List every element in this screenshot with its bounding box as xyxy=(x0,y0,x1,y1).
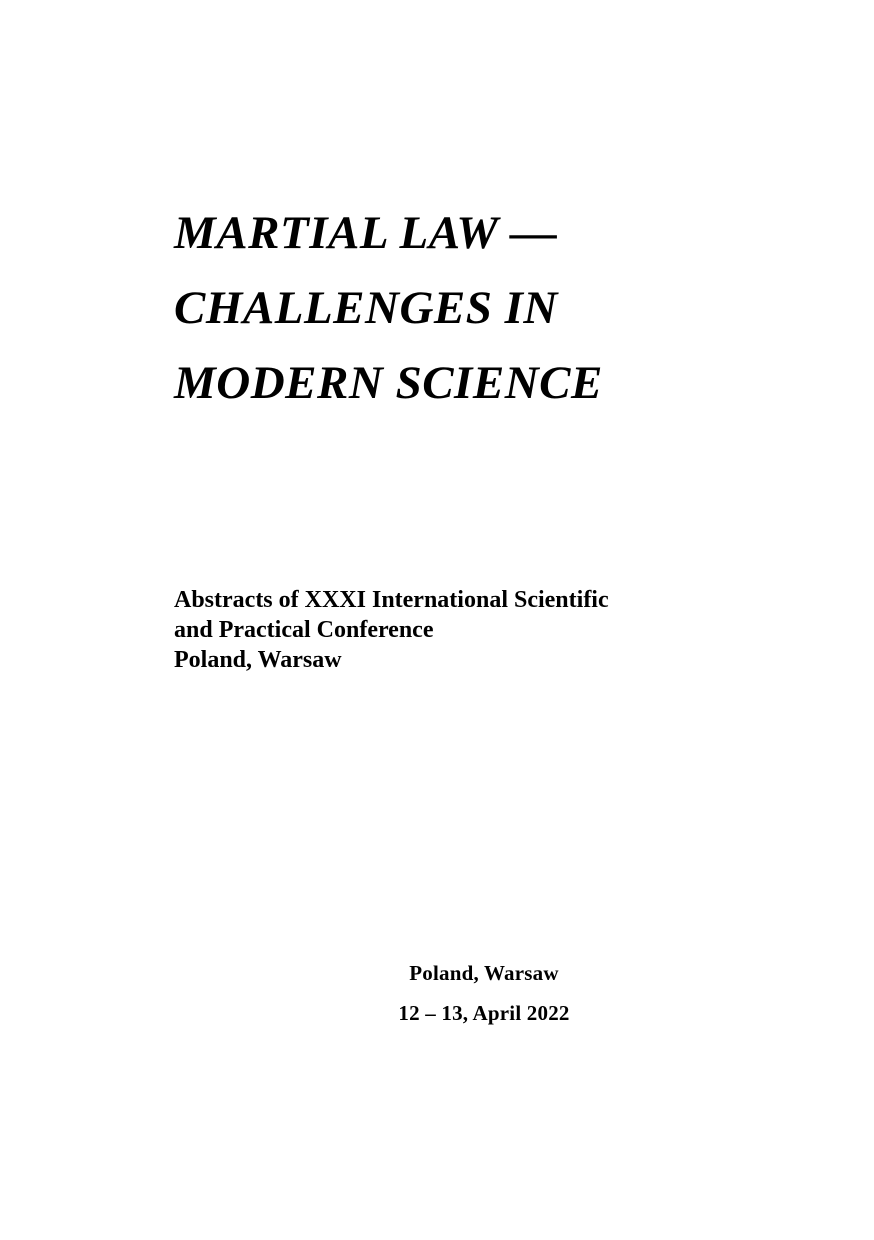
conference-dates: 12 – 13, April 2022 xyxy=(398,1001,570,1025)
subtitle-line-3: Poland, Warsaw xyxy=(174,647,342,673)
document-subtitle xyxy=(174,585,734,675)
subtitle-line-1: Abstracts of XXXI International Scientific xyxy=(174,587,609,613)
conference-location: Poland, Warsaw xyxy=(409,961,559,985)
subtitle-line-2: and Practical Conference xyxy=(174,617,434,643)
page-title xyxy=(174,196,734,421)
conference-details xyxy=(174,958,794,1028)
title-line-2: CHALLENGES IN xyxy=(174,282,558,334)
title-line-3: MODERN SCIENCE xyxy=(174,357,603,409)
title-line-1: MARTIAL LAW — xyxy=(174,207,558,259)
